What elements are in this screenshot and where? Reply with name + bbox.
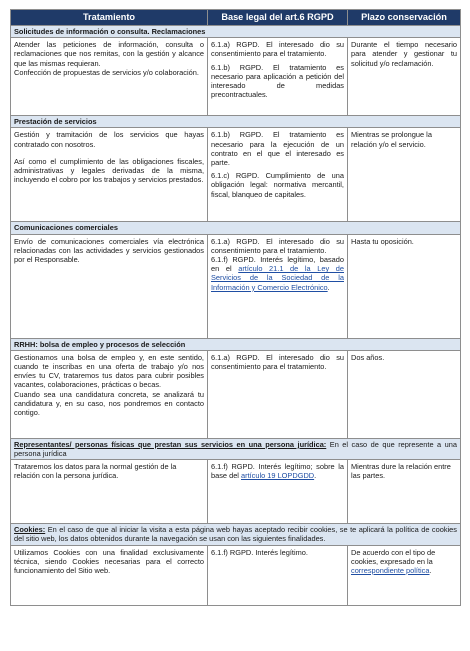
treatment-text: Envío de comunicaciones comerciales vía electrónica relacionadas con las actividades y servicios gestionados por el Responsable.: [14, 236, 204, 265]
legal-basis-text: 6.1.a) RGPD. El interesado dio su consentimiento para el tratamiento.: [211, 236, 344, 255]
legal-basis-cell: [208, 350, 348, 438]
retention-text: Durante el tiempo necesario para atender y gestionar tu solicitud y/o reclamación.: [351, 40, 457, 68]
retention-text: Mientras se prolongue la relación y/o el servicio.: [351, 130, 432, 149]
legal-basis-text: 6.1.a) RGPD. El interesado dio su consentimiento para el tratamiento.: [211, 40, 344, 59]
legal-basis-text: 6.1.a) RGPD. El interesado dio su consentimiento para el tratamiento.: [211, 352, 344, 372]
table-row: [11, 350, 461, 438]
header-treatment: Tratamiento: [11, 10, 208, 26]
section-header-row: [11, 438, 461, 459]
lssi-article-link[interactable]: artículo 21.1 de la Ley de Servicios de la Sociedad de la Información y Comercio Electrónico: [211, 264, 344, 292]
treatment-cell: [11, 460, 208, 524]
legal-basis-text: 6.1.f) RGPD. Interés legítimo, basado en el artículo 21.1 de la Ley de Servicios de la Sociedad de la Información y Comercio Electrónico.: [211, 255, 344, 292]
table-row: [11, 38, 461, 116]
section-header-row: [11, 338, 461, 350]
treatment-text: Así como el cumplimiento de las obligaciones fiscales, administrativas y legales derivadas de la misma, incluyendo el cobro por los trabajos y servicios prestados.: [14, 156, 204, 185]
legal-basis-text: 6.1.f) RGPD. Interés legítimo.: [211, 547, 308, 557]
treatment-text: Utilizamos Cookies con una finalidad exclusivamente técnica, siendo Cookies necesarias para el correcto funcionamiento del Sitio web.: [14, 547, 204, 576]
treatment-text: Confección de propuestas de servicios y/o colaboración.: [14, 67, 199, 77]
table-row: [11, 460, 461, 524]
section-title-representatives: Representantes/ personas físicas que prestan sus servicios en una persona jurídica: En el caso de que represente a una persona jurídica: [11, 438, 461, 459]
section-title-services: Prestación de servicios: [11, 116, 461, 128]
legal-basis-cell: [208, 460, 348, 524]
section-header-row: [11, 26, 461, 38]
retention-text: Hasta tu oposición.: [351, 236, 414, 246]
header-legal-basis: Base legal del art.6 RGPD: [208, 10, 348, 26]
section-header-row: [11, 116, 461, 128]
legal-basis-cell: [208, 128, 348, 222]
retention-cell: [348, 128, 461, 222]
retention-text: De acuerdo con el tipo de cookies, expresado en la correspondiente política.: [351, 547, 436, 576]
header-retention: Plazo conservación: [348, 10, 461, 26]
legal-basis-text: 6.1.f) RGPD. Interés legítimo; sobre la base del artículo 19 LOPDGDD.: [211, 462, 344, 481]
treatment-cell: [11, 128, 208, 222]
treatment-text: Gestionamos una bolsa de empleo y, en este sentido, cuando te inscribas en una oferta de trabajo y/o nos envíes tu CV, trataremos tus datos para cubrir posibles vacantes, colaboraciones, prácticas o becas.: [14, 352, 204, 390]
section-title-commercial: Comunicaciones comerciales: [11, 222, 461, 234]
table-row: [11, 234, 461, 338]
treatment-text: Cuando sea una candidatura concreta, se analizará tu candidatura y, en su caso, nos pondremos en contacto contigo.: [14, 389, 204, 418]
section-title-cookies: Cookies: En el caso de que al iniciar la visita a esta página web hayas aceptado recibir cookies, se te aplicará la política de cookies del sitio web, los datos obtenidos durante la navegación se usan con las siguientes finalidades.: [11, 524, 461, 545]
retention-text: Mientras dure la relación entre las partes.: [351, 462, 451, 481]
cookie-policy-link[interactable]: correspondiente política: [351, 566, 430, 576]
treatment-text: Gestión y tramitación de los servicios que hayas contratado con nosotros.: [14, 130, 204, 149]
data-processing-table: [10, 9, 461, 606]
legal-basis-text: 6.1.b) RGPD. El tratamiento es necesario para la ejecución de un contrato en el que el interesado es parte.: [211, 130, 344, 168]
lopdgdd-article-link[interactable]: artículo 19 LOPDGDD: [241, 471, 315, 481]
treatment-text: Trataremos los datos para la normal gestión de la relación con la persona jurídica.: [14, 462, 177, 481]
section-title-hr: RRHH: bolsa de empleo y procesos de selección: [11, 338, 461, 350]
legal-basis-cell: [208, 545, 348, 605]
table-row: [11, 128, 461, 222]
treatment-text: Atender las peticiones de información, consulta o reclamaciones que nos remitas, con la gestión y alcance que las mismas requieran.: [14, 40, 204, 68]
legal-basis-text: 6.1.b) RGPD. El tratamiento es necesario para aplicación a petición del interesado de medidas precontractuales.: [211, 62, 344, 100]
table-row: [11, 545, 461, 605]
treatment-cell: [11, 234, 208, 338]
section-header-row: [11, 222, 461, 234]
treatment-cell: [11, 350, 208, 438]
section-title-requests: Solicitudes de información o consulta. Reclamaciones: [11, 26, 461, 38]
treatment-cell: [11, 545, 208, 605]
legal-basis-table-container: [10, 9, 460, 606]
retention-cell: [348, 460, 461, 524]
legal-basis-text: 6.1.c) RGPD. Cumplimiento de una obligación legal: normativa mercantil, fiscal, blanqueo de capitales.: [211, 171, 344, 199]
retention-cell: [348, 545, 461, 605]
section-header-row: [11, 524, 461, 545]
retention-cell: [348, 38, 461, 116]
legal-basis-cell: [208, 38, 348, 116]
retention-cell: [348, 350, 461, 438]
legal-basis-cell: [208, 234, 348, 338]
retention-cell: [348, 234, 461, 338]
table-header-row: [11, 10, 461, 26]
treatment-cell: [11, 38, 208, 116]
retention-text: Dos años.: [351, 352, 385, 362]
